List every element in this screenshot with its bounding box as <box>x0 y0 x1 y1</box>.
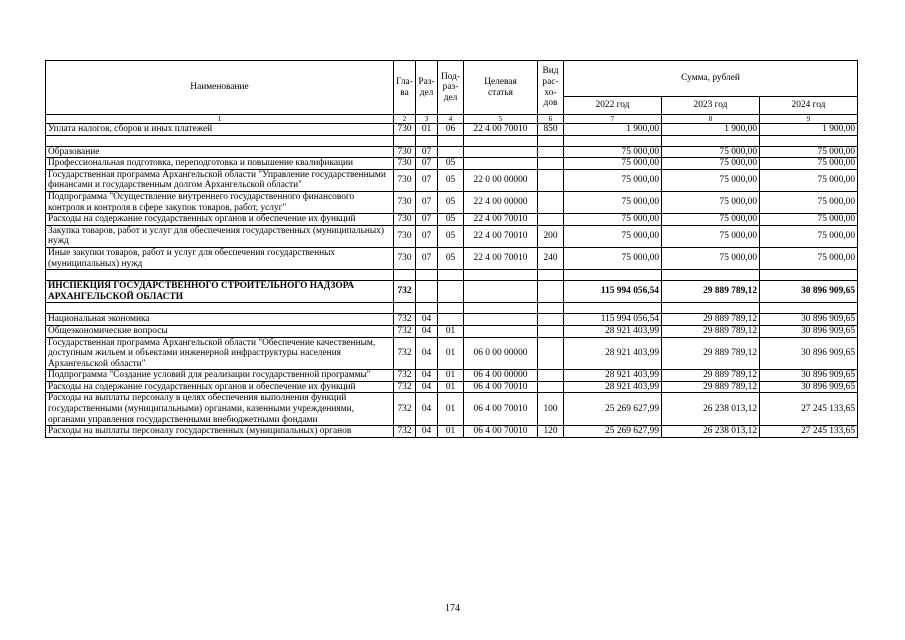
table-row <box>46 214 858 226</box>
row-glava: 732 <box>394 314 416 326</box>
row-sum-2022: 1 900,00 <box>564 124 662 136</box>
row-celevaya <box>464 281 538 303</box>
table-row <box>46 381 858 393</box>
header-year-2023: 2023 год <box>662 97 760 115</box>
row-podrazdel: 01 <box>438 393 464 426</box>
row-glava: 730 <box>394 191 416 213</box>
row-celevaya: 22 4 00 70010 <box>464 124 538 136</box>
row-razdel: 07 <box>416 146 438 158</box>
row-sum-2023: 29 889 789,12 <box>662 381 760 393</box>
row-sum-2023: 75 000,00 <box>662 247 760 269</box>
row-vid <box>538 381 564 393</box>
row-glava: 730 <box>394 225 416 247</box>
row-podrazdel: 01 <box>438 325 464 337</box>
blank-cell <box>416 303 438 314</box>
row-vid <box>538 337 564 370</box>
row-name: Расходы на содержание государственных органов и обеспечение их функций <box>46 214 394 226</box>
blank-cell <box>46 270 394 281</box>
row-sum-2023: 29 889 789,12 <box>662 325 760 337</box>
budget-table <box>45 60 858 438</box>
row-podrazdel <box>438 146 464 158</box>
row-sum-2024: 30 896 909,65 <box>760 281 858 303</box>
table-row <box>46 370 858 382</box>
row-sum-2024: 75 000,00 <box>760 169 858 191</box>
row-celevaya: 22 4 00 70010 <box>464 214 538 226</box>
row-vid <box>538 146 564 158</box>
blank-cell <box>760 303 858 314</box>
row-name: ИНСПЕКЦИЯ ГОСУДАРСТВЕННОГО СТРОИТЕЛЬНОГО НАДЗОРА АРХАНГЕЛЬСКОЙ ОБЛАСТИ <box>46 281 394 303</box>
row-sum-2022: 75 000,00 <box>564 214 662 226</box>
row-sum-2023: 75 000,00 <box>662 191 760 213</box>
row-glava: 732 <box>394 281 416 303</box>
table-row <box>46 169 858 191</box>
row-podrazdel: 05 <box>438 158 464 170</box>
blank-cell <box>416 135 438 146</box>
row-sum-2022: 75 000,00 <box>564 146 662 158</box>
column-number: 3 <box>416 115 438 124</box>
column-number: 8 <box>662 115 760 124</box>
row-vid <box>538 370 564 382</box>
row-name: Закупка товаров, работ и услуг для обеспечения государственных (муниципальных) нужд <box>46 225 394 247</box>
row-name: Образование <box>46 146 394 158</box>
row-razdel: 07 <box>416 169 438 191</box>
column-number: 1 <box>46 115 394 124</box>
row-sum-2024: 75 000,00 <box>760 247 858 269</box>
row-sum-2022: 75 000,00 <box>564 169 662 191</box>
row-celevaya: 22 4 00 70010 <box>464 247 538 269</box>
blank-cell <box>438 135 464 146</box>
row-glava: 730 <box>394 124 416 136</box>
row-celevaya: 06 0 00 00000 <box>464 337 538 370</box>
row-sum-2024: 27 245 133,65 <box>760 393 858 426</box>
row-podrazdel: 01 <box>438 381 464 393</box>
blank-cell <box>760 135 858 146</box>
row-podrazdel: 01 <box>438 426 464 438</box>
row-glava: 730 <box>394 169 416 191</box>
row-podrazdel <box>438 314 464 326</box>
row-name: Расходы на выплаты персоналу в целях обеспечения выполнения функций государственными (муниципальными) органами, казенными учреждениями, органами управления государственными внебюджетными фондами <box>46 393 394 426</box>
row-sum-2023: 75 000,00 <box>662 214 760 226</box>
row-sum-2023: 26 238 013,12 <box>662 393 760 426</box>
table-row <box>46 426 858 438</box>
column-number: 9 <box>760 115 858 124</box>
row-podrazdel: 05 <box>438 169 464 191</box>
blank-cell <box>416 270 438 281</box>
row-sum-2022: 75 000,00 <box>564 191 662 213</box>
row-sum-2024: 75 000,00 <box>760 214 858 226</box>
row-podrazdel <box>438 281 464 303</box>
row-vid: 100 <box>538 393 564 426</box>
table-row <box>46 247 858 269</box>
row-razdel: 04 <box>416 337 438 370</box>
row-razdel: 04 <box>416 393 438 426</box>
row-name: Подпрограмма "Осуществление внутреннего государственного финансового контроля и контроля в сфере закупок товаров, работ, услуг" <box>46 191 394 213</box>
row-celevaya: 22 0 00 00000 <box>464 169 538 191</box>
row-celevaya: 06 4 00 70010 <box>464 393 538 426</box>
row-glava: 732 <box>394 381 416 393</box>
row-sum-2024: 30 896 909,65 <box>760 370 858 382</box>
row-celevaya <box>464 146 538 158</box>
row-razdel: 04 <box>416 426 438 438</box>
row-vid <box>538 281 564 303</box>
row-glava: 732 <box>394 426 416 438</box>
row-sum-2023: 1 900,00 <box>662 124 760 136</box>
row-celevaya: 22 4 00 00000 <box>464 191 538 213</box>
table-row <box>46 314 858 326</box>
row-sum-2022: 115 994 056,54 <box>564 281 662 303</box>
row-vid <box>538 169 564 191</box>
row-vid <box>538 158 564 170</box>
row-glava: 730 <box>394 146 416 158</box>
row-razdel: 07 <box>416 225 438 247</box>
row-sum-2024: 30 896 909,65 <box>760 381 858 393</box>
row-razdel: 04 <box>416 381 438 393</box>
row-glava: 730 <box>394 247 416 269</box>
row-razdel: 01 <box>416 124 438 136</box>
row-celevaya <box>464 158 538 170</box>
row-celevaya <box>464 325 538 337</box>
column-number: 2 <box>394 115 416 124</box>
blank-cell <box>662 135 760 146</box>
row-glava: 730 <box>394 214 416 226</box>
row-sum-2022: 25 269 627,99 <box>564 426 662 438</box>
row-sum-2022: 28 921 403,99 <box>564 337 662 370</box>
row-name: Национальная экономика <box>46 314 394 326</box>
table-row <box>46 393 858 426</box>
row-razdel: 07 <box>416 214 438 226</box>
row-vid <box>538 214 564 226</box>
blank-cell <box>760 270 858 281</box>
row-sum-2022: 75 000,00 <box>564 158 662 170</box>
blank-cell <box>438 270 464 281</box>
blank-cell <box>564 303 662 314</box>
row-sum-2022: 115 994 056,54 <box>564 314 662 326</box>
row-vid: 120 <box>538 426 564 438</box>
blank-cell <box>394 135 416 146</box>
row-sum-2023: 75 000,00 <box>662 146 760 158</box>
row-vid <box>538 191 564 213</box>
row-glava: 732 <box>394 393 416 426</box>
blank-cell <box>464 135 538 146</box>
row-sum-2023: 29 889 789,12 <box>662 314 760 326</box>
page-number: 174 <box>445 603 460 614</box>
row-name: Государственная программа Архангельской области "Управление государственными финансами и государственным долгом Архангельской области" <box>46 169 394 191</box>
row-razdel <box>416 281 438 303</box>
row-celevaya: 06 4 00 70010 <box>464 381 538 393</box>
row-celevaya <box>464 314 538 326</box>
row-name: Профессиональная подготовка, переподготовка и повышение квалификации <box>46 158 394 170</box>
row-razdel: 04 <box>416 325 438 337</box>
row-podrazdel: 05 <box>438 191 464 213</box>
row-sum-2023: 29 889 789,12 <box>662 337 760 370</box>
column-number: 5 <box>464 115 538 124</box>
header-celevaya: Целевая статья <box>464 61 538 115</box>
blank-cell <box>564 135 662 146</box>
row-sum-2023: 75 000,00 <box>662 169 760 191</box>
row-glava: 730 <box>394 158 416 170</box>
blank-cell <box>464 303 538 314</box>
header-vid: Вид рас- хо- дов <box>538 61 564 115</box>
row-name: Иные закупки товаров, работ и услуг для обеспечения государственных (муниципальных) нужд <box>46 247 394 269</box>
table-row <box>46 225 858 247</box>
blank-cell <box>538 135 564 146</box>
row-sum-2024: 75 000,00 <box>760 158 858 170</box>
row-razdel: 04 <box>416 370 438 382</box>
blank-cell <box>564 270 662 281</box>
row-sum-2023: 75 000,00 <box>662 158 760 170</box>
row-sum-2024: 30 896 909,65 <box>760 325 858 337</box>
row-vid: 240 <box>538 247 564 269</box>
row-sum-2024: 75 000,00 <box>760 225 858 247</box>
row-name: Расходы на содержание государственных органов и обеспечение их функций <box>46 381 394 393</box>
column-number: 7 <box>564 115 662 124</box>
row-podrazdel: 06 <box>438 124 464 136</box>
row-celevaya: 06 4 00 70010 <box>464 426 538 438</box>
column-number: 6 <box>538 115 564 124</box>
header-year-2024: 2024 год <box>760 97 858 115</box>
row-podrazdel: 05 <box>438 214 464 226</box>
column-number-row <box>46 115 858 124</box>
row-glava: 732 <box>394 337 416 370</box>
blank-cell <box>538 303 564 314</box>
table-row <box>46 158 858 170</box>
table-row <box>46 325 858 337</box>
row-sum-2022: 28 921 403,99 <box>564 381 662 393</box>
row-razdel: 07 <box>416 191 438 213</box>
row-vid <box>538 325 564 337</box>
header-name: Наименование <box>46 61 394 115</box>
blank-cell <box>538 270 564 281</box>
row-sum-2023: 29 889 789,12 <box>662 281 760 303</box>
row-sum-2023: 75 000,00 <box>662 225 760 247</box>
row-name: Уплата налогов, сборов и иных платежей <box>46 124 394 136</box>
table-row <box>46 146 858 158</box>
table-row <box>46 191 858 213</box>
row-sum-2022: 75 000,00 <box>564 225 662 247</box>
table-row <box>46 281 858 303</box>
header-year-2022: 2022 год <box>564 97 662 115</box>
row-sum-2024: 30 896 909,65 <box>760 314 858 326</box>
blank-row <box>46 135 858 146</box>
table-row <box>46 337 858 370</box>
row-glava: 732 <box>394 370 416 382</box>
row-glava: 732 <box>394 325 416 337</box>
blank-cell <box>438 303 464 314</box>
blank-row <box>46 270 858 281</box>
row-vid: 850 <box>538 124 564 136</box>
row-celevaya: 06 4 00 00000 <box>464 370 538 382</box>
row-podrazdel: 05 <box>438 225 464 247</box>
blank-row <box>46 303 858 314</box>
blank-cell <box>464 270 538 281</box>
row-sum-2022: 75 000,00 <box>564 247 662 269</box>
row-podrazdel: 01 <box>438 337 464 370</box>
row-name: Расходы на выплаты персоналу государственных (муниципальных) органов <box>46 426 394 438</box>
header-glava: Гла- ва <box>394 61 416 115</box>
blank-cell <box>46 303 394 314</box>
table-row <box>46 124 858 136</box>
blank-cell <box>394 303 416 314</box>
row-podrazdel: 05 <box>438 247 464 269</box>
row-sum-2024: 30 896 909,65 <box>760 337 858 370</box>
row-vid: 200 <box>538 225 564 247</box>
row-name: Подпрограмма "Создание условий для реализации государственной программы" <box>46 370 394 382</box>
row-razdel: 07 <box>416 158 438 170</box>
row-sum-2024: 75 000,00 <box>760 191 858 213</box>
row-sum-2022: 28 921 403,99 <box>564 370 662 382</box>
header-summa: Сумма, рублей <box>564 61 858 97</box>
blank-cell <box>662 303 760 314</box>
row-name: Государственная программа Архангельской области "Обеспечение качественным, доступным жильем и объектами инженерной инфраструктуры населения Архангельской области" <box>46 337 394 370</box>
row-razdel: 07 <box>416 247 438 269</box>
header-razdel: Раз- дел <box>416 61 438 115</box>
row-celevaya: 22 4 00 70010 <box>464 225 538 247</box>
blank-cell <box>394 270 416 281</box>
row-podrazdel: 01 <box>438 370 464 382</box>
row-sum-2023: 29 889 789,12 <box>662 370 760 382</box>
row-sum-2024: 27 245 133,65 <box>760 426 858 438</box>
row-razdel: 04 <box>416 314 438 326</box>
row-name: Общеэкономические вопросы <box>46 325 394 337</box>
column-number: 4 <box>438 115 464 124</box>
row-sum-2024: 1 900,00 <box>760 124 858 136</box>
row-sum-2022: 28 921 403,99 <box>564 325 662 337</box>
row-sum-2023: 26 238 013,12 <box>662 426 760 438</box>
row-sum-2022: 25 269 627,99 <box>564 393 662 426</box>
row-vid <box>538 314 564 326</box>
header-podrazdel: Под- раз- дел <box>438 61 464 115</box>
blank-cell <box>662 270 760 281</box>
row-sum-2024: 75 000,00 <box>760 146 858 158</box>
blank-cell <box>46 135 394 146</box>
